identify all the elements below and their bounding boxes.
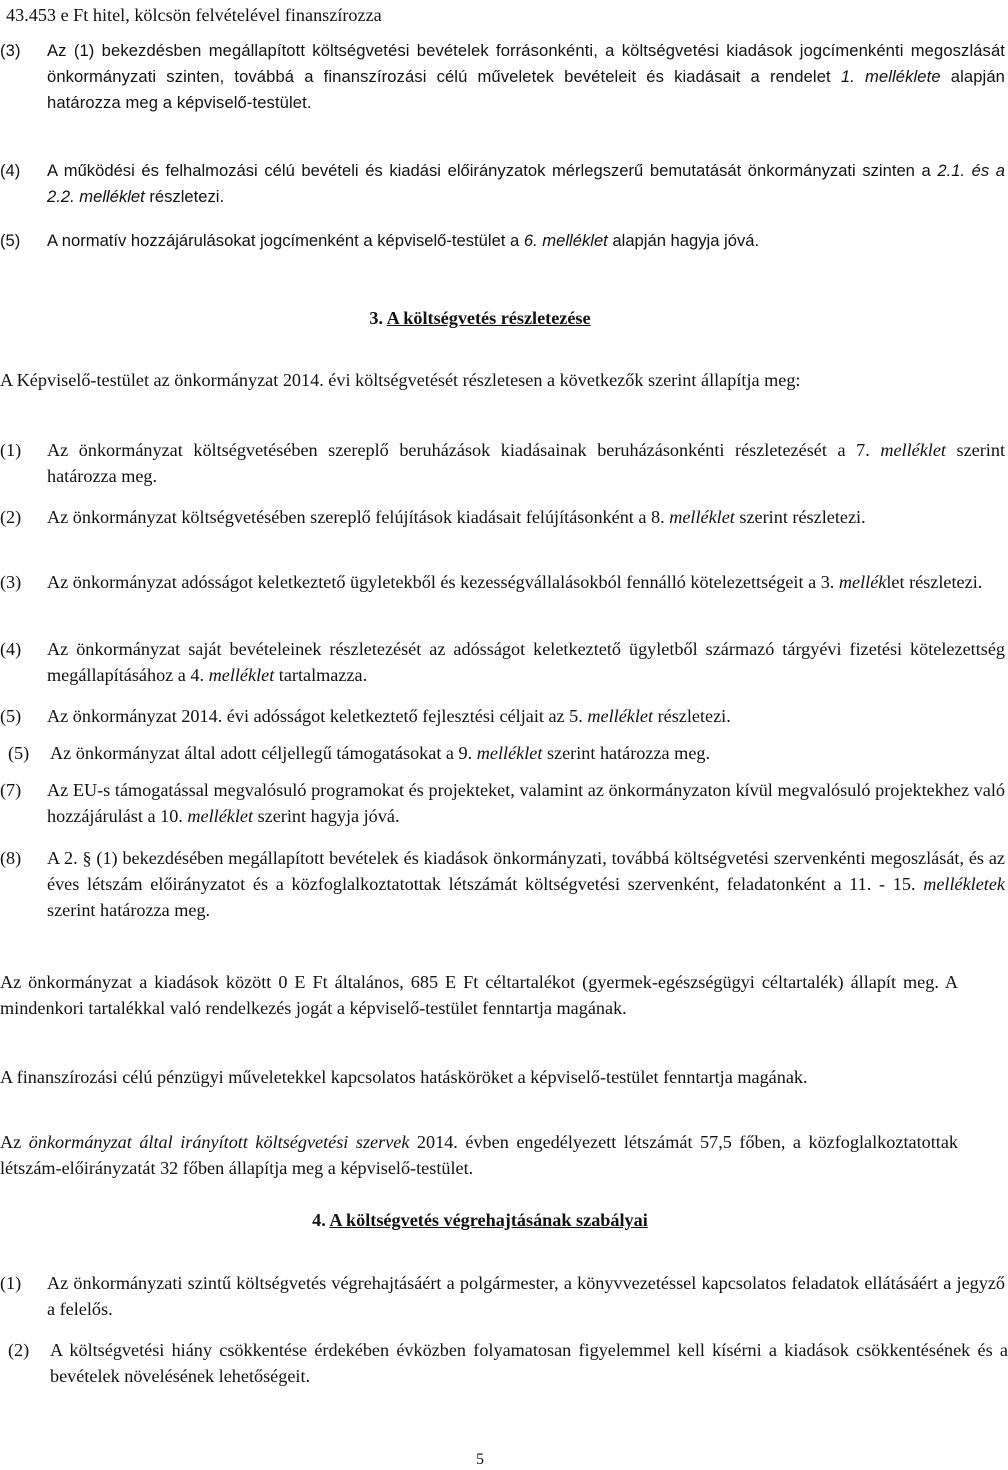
paragraph-number: (5) [8,743,30,763]
paragraph-3: (3) Az (1) bekezdésben megállapított költségvetési bevételek forrásonkénti, a költségvetési kiadások jogcímenkénti megoszlását önkormányzati szinten, továbbá a finanszírozási célú műveletek bevételeit és kiadásait a rendelet 1. melléklete alapján határozza meg a képviselő-testület. [0,38,1005,116]
section-4-heading: 4. A költségvetés végrehajtásának szabályai [312,1210,648,1230]
paragraph-number: (4) [0,161,21,180]
paragraph-number: (1) [0,440,22,460]
section-3-item-4: (4) Az önkormányzat saját bevételeinek részletezését az adósságot keletkeztető ügyletből származó tárgyévi fizetési kötelezettség megállapításához a 4. melléklet tartalmazza. [0,636,1005,688]
section-4-item-2: (2) A költségvetési hiány csökkentése érdekében évközben folyamatosan figyelemmel kell kísérni a kiadások csökkentésének és a bevételek növelésének lehetőségeit. [0,1337,1008,1389]
paragraph-4: (4) A működési és felhalmozási célú bevételi és kiadási előirányzatok mérlegszerű bemutatását önkormányzati szinten a 2.1. és a 2.2. melléklet részletezi. [0,158,1005,210]
paragraph-number: (5) [0,706,22,726]
section-3-item-3: (3) Az önkormányzat adósságot keletkeztető ügyletekből és kezességvállalásokból fennálló kötelezettségeit a 3. melléklet részletezi. [0,569,1005,595]
headcount-paragraph: Az önkormányzat által irányított költségvetési szervek 2014. évben engedélyezett létszámát 57,5 főben, a közfoglalkoztatottak létszám-előirányzatát 32 főben állapítja meg a képviselő-testület. [0,1132,958,1178]
paragraph-number: (2) [0,507,22,527]
section-3-item-2: (2) Az önkormányzat költségvetésében szereplő felújítások kiadásait felújításonként a 8. melléklet szerint részletezi. [0,504,1005,530]
section-3-intro: A Képviselő-testület az önkormányzat 2014. évi költségvetését részletesen a következők szerint állapítja meg: [0,370,801,390]
paragraph-number: (3) [0,41,21,60]
section-3-item-1: (1) Az önkormányzat költségvetésében szereplő beruházások kiadásainak beruházásonkénti részletezését a 7. melléklet szerint határozza meg. [0,437,1005,489]
section-3-heading: 3. A költségvetés részletezése [369,308,591,328]
section-3-item-7: (7) Az EU-s támogatással megvalósuló programokat és projekteket, valamint az önkormányzaton kívül megvalósuló projektekhez való hozzájárulást a 10. melléklet szerint hagyja jóvá. [0,777,1005,829]
section-3-item-6: (5) Az önkormányzat által adott céljellegű támogatásokat a 9. melléklet szerint határozza meg. [0,740,1008,766]
paragraph-number: (5) [0,231,21,250]
paragraph-number: (2) [8,1340,30,1360]
page-number: 5 [476,1451,484,1468]
paragraph-number: (3) [0,572,22,592]
paragraph-number: (1) [0,1273,22,1293]
paragraph-5: (5) A normatív hozzájárulásokat jogcímenként a képviselő-testület a 6. melléklet alapján hagyja jóvá. [0,228,1005,254]
paragraph-number: (7) [0,780,22,800]
reserve-paragraph: Az önkormányzat a kiadások között 0 E Ft általános, 685 E Ft céltartalékot (gyermek-egészségügyi céltartalék) állapít meg. A mindenkori tartalékkal való rendelkezés jogát a képviselő-testület fenntartja magának. [0,972,958,1018]
section-4-item-1: (1) Az önkormányzati szintű költségvetés végrehajtásáért a polgármester, a könyvvezetéssel kapcsolatos feladatok ellátásáért a jegyző a felelős. [0,1270,1005,1322]
section-3-item-8: (8) A 2. § (1) bekezdésében megállapított bevételek és kiadások önkormányzati, továbbá költségvetési szervenkénti megoszlását, és az éves létszám előirányzatot és a közfoglalkoztatottak létszámát költségvetési szervenként, feladatonként a 11. - 15. mellékletek szerint határozza meg. [0,845,1005,923]
paragraph-number: (8) [0,848,22,868]
section-3-item-5: (5) Az önkormányzat 2014. évi adósságot keletkeztető fejlesztési céljait az 5. melléklet részletezi. [0,703,1005,729]
carryover-line: 43.453 e Ft hitel, kölcsön felvételével finanszírozza [6,5,382,25]
financing-paragraph: A finanszírozási célú pénzügyi műveletekkel kapcsolatos hatásköröket a képviselő-testület fenntartja magának. [0,1067,808,1087]
paragraph-number: (4) [0,639,22,659]
